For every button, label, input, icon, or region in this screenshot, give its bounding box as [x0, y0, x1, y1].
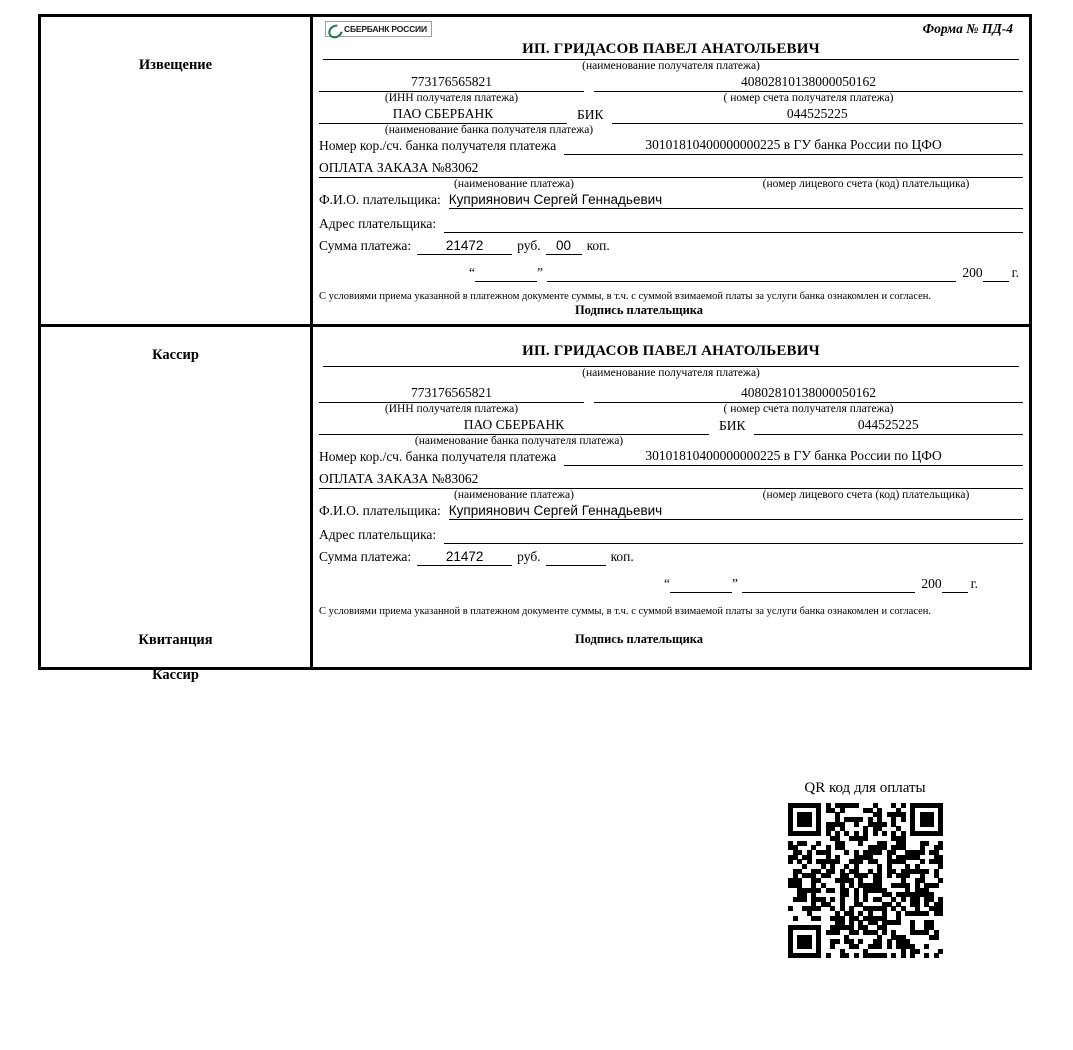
quittance-bank-name: ПАО СБЕРБАНК: [319, 417, 709, 435]
notice-address-value[interactable]: [444, 214, 1023, 233]
quittance-bank-caption: (наименование банка получателя платежа): [414, 435, 624, 448]
notice-date-row: [319, 265, 1023, 282]
quittance-left-column: [41, 327, 313, 684]
quittance-year-field[interactable]: [942, 577, 968, 593]
quittance-rub-word: руб.: [517, 549, 541, 565]
sberbank-mark-icon: [328, 24, 341, 35]
notice-payment-name: ОПЛАТА ЗАКАЗА №83062: [319, 160, 709, 178]
quittance-signature-label: Подпись плательщика: [574, 632, 704, 647]
notice-address-row: [319, 214, 1023, 233]
notice-corr-row: [319, 137, 1023, 155]
notice-sum-row: [319, 238, 1023, 255]
quittance-corr-label: Номер кор./сч. банка получателя платежа: [319, 449, 557, 465]
notice-payment-caption: (наименование платежа): [454, 178, 574, 190]
notice-account-caption: ( номер счета получателя платежа): [723, 92, 894, 104]
notice-recipient-name: ИП. ГРИДАСОВ ПАВЕЛ АНАТОЛЬЕВИЧ: [522, 41, 820, 57]
quittance-cashier-label: Кассир: [152, 667, 199, 684]
notice-terms-text: С условиями приема указанной в платежном документе суммы, в т.ч. с суммой взимаемой платы за услуги банка ознакомлен и согласен.: [319, 291, 932, 302]
quittance-payer-label: Ф.И.О. плательщика:: [319, 503, 441, 519]
quittance-bank-bik-row: [319, 417, 1023, 435]
notice-payment-name-row: [319, 159, 1023, 178]
quittance-date-quote-close: ”: [732, 576, 738, 592]
quittance-corr-value: 30101810400000000225 в ГУ банка России по ЦФО: [564, 448, 1023, 466]
quittance-sum-rub-value[interactable]: 21472: [417, 549, 512, 566]
quittance-payment-caption: (наименование платежа): [454, 489, 574, 502]
notice-year-field[interactable]: [983, 266, 1009, 282]
notice-date-quote-close: ”: [537, 265, 543, 280]
notice-recipient-caption: (наименование получателя платежа): [582, 60, 760, 72]
quittance-address-row: [319, 525, 1023, 544]
notice-sum-label: Сумма платежа:: [319, 238, 412, 253]
quittance-personal-account-caption: (номер лицевого счета (код) плательщика): [762, 489, 970, 502]
notice-inn-value: 773176565821: [319, 74, 584, 92]
notice-payer-value[interactable]: Куприянович Сергей Геннадьевич: [449, 192, 1023, 209]
quittance-kop-word: коп.: [610, 549, 634, 565]
quittance-date-row: [319, 576, 1023, 593]
quittance-sum-label: Сумма платежа:: [319, 549, 412, 565]
quittance-account-caption: ( номер счета получателя платежа): [723, 403, 894, 416]
quittance-payment-captions: [319, 489, 1023, 501]
notice-right-column: [313, 17, 1029, 324]
notice-account-value: 40802810138000050162: [594, 74, 1023, 92]
notice-bank-caption-row: [319, 124, 1023, 136]
notice-header-row: [319, 21, 1023, 39]
quittance-terms-text: С условиями приема указанной в платежном документе суммы, в т.ч. с суммой взимаемой платы за услуги банка ознакомлен и согласен.: [319, 606, 932, 618]
quittance-bik-label: БИК: [719, 418, 746, 434]
quittance-right-column: [313, 327, 1029, 667]
notice-year-prefix: 200: [962, 265, 983, 280]
notice-corr-label: Номер кор./сч. банка получателя платежа: [319, 138, 557, 153]
quittance-personal-account-value: [709, 470, 1023, 489]
quittance-year-suffix: г.: [970, 576, 978, 592]
qr-title: QR код для оплаты: [804, 780, 926, 796]
quittance-label: Квитанция: [138, 632, 213, 649]
quittance-inn-caption: (ИНН получателя платежа): [384, 403, 519, 416]
notice-payer-label: Ф.И.О. плательщика:: [319, 192, 441, 207]
quittance-corr-row: [319, 448, 1023, 466]
quittance-address-label: Адрес плательщика:: [319, 527, 437, 543]
notice-day-field[interactable]: [475, 266, 537, 282]
notice-payment-captions: [319, 178, 1023, 190]
notice-inn-account-captions: [319, 92, 1023, 104]
notice-year-suffix: г.: [1011, 265, 1019, 280]
quittance-year-prefix: 200: [921, 576, 942, 592]
notice-bik-value: 044525225: [612, 106, 1023, 124]
form-number: Форма № ПД-4: [922, 21, 1013, 36]
notice-bank-bik-row: [319, 106, 1023, 124]
notice-part: [41, 17, 1029, 363]
notice-payer-row: [319, 192, 1023, 209]
notice-bank-caption: (наименование банка получателя платежа): [384, 124, 594, 136]
notice-date-quote-open: “: [469, 265, 475, 280]
notice-left-column: [41, 17, 313, 363]
notice-sum-kop-value[interactable]: 00: [546, 238, 582, 255]
notice-personal-account-value: [709, 159, 1023, 178]
notice-cashier-label: Кассир: [152, 347, 199, 363]
quittance-payer-row: [319, 503, 1023, 520]
quittance-payment-name: ОПЛАТА ЗАКАЗА №83062: [319, 471, 709, 489]
quittance-payment-name-row: [319, 470, 1023, 489]
notice-address-label: Адрес плательщика:: [319, 216, 437, 231]
quittance-recipient-caption: (наименование получателя платежа): [582, 367, 760, 380]
notice-kop-word: коп.: [586, 238, 610, 253]
quittance-month-field[interactable]: [742, 577, 915, 593]
notice-inn-caption: (ИНН получателя платежа): [384, 92, 519, 104]
quittance-part: [41, 327, 1029, 684]
sberbank-logo-text: СБЕРБАНК РОССИИ: [344, 24, 427, 34]
quittance-sum-row: [319, 549, 1023, 566]
sberbank-logo: [325, 21, 432, 37]
quittance-inn-account-row: [319, 385, 1023, 403]
notice-bank-name: ПАО СБЕРБАНК: [319, 106, 567, 124]
payment-receipt-form: [38, 14, 1032, 684]
notice-inn-account-row: [319, 74, 1023, 92]
quittance-payer-value[interactable]: Куприянович Сергей Геннадьевич: [449, 503, 1023, 520]
quittance-sum-kop-value[interactable]: [546, 564, 606, 566]
quittance-recipient-name: ИП. ГРИДАСОВ ПАВЕЛ АНАТОЛЬЕВИЧ: [522, 343, 820, 360]
notice-bik-label: БИК: [577, 107, 604, 122]
qr-code-image: [788, 803, 943, 958]
qr-payment-block: [775, 780, 955, 958]
quittance-inn-value: 773176565821: [319, 385, 584, 403]
notice-rub-word: руб.: [517, 238, 541, 253]
notice-corr-value: 30101810400000000225 в ГУ банка России по ЦФО: [564, 137, 1023, 155]
notice-personal-account-caption: (номер лицевого счета (код) плательщика): [762, 178, 970, 190]
notice-signature-label: Подпись плательщика: [574, 303, 704, 318]
notice-label: Извещение: [138, 57, 213, 73]
quittance-account-value: 40802810138000050162: [594, 385, 1023, 403]
quittance-address-value[interactable]: [444, 525, 1023, 544]
quittance-day-field[interactable]: [670, 577, 732, 593]
quittance-inn-account-captions: [319, 403, 1023, 415]
notice-sum-rub-value[interactable]: 21472: [417, 238, 512, 255]
quittance-date-quote-open: “: [664, 576, 670, 592]
quittance-bank-caption-row: [319, 435, 1023, 447]
notice-month-field[interactable]: [547, 266, 956, 282]
quittance-bik-value: 044525225: [754, 417, 1023, 435]
